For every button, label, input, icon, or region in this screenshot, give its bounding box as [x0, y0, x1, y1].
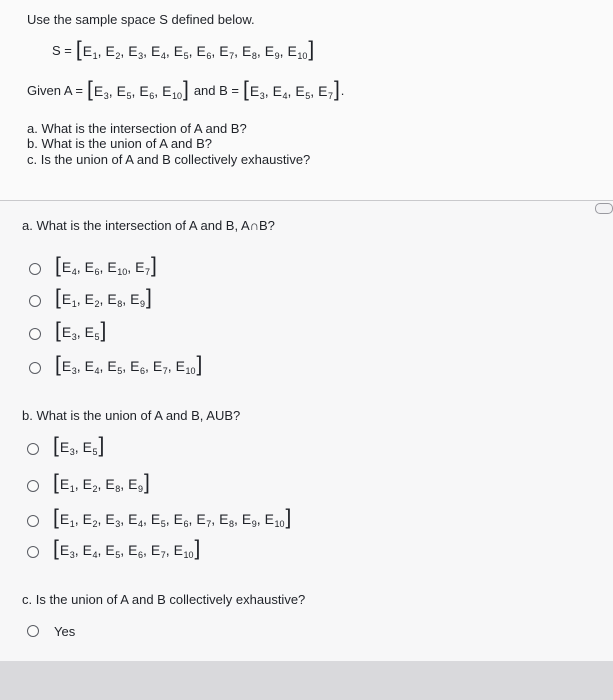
- set-element: E $_3$: [93, 82, 109, 101]
- set-element: E $_8$: [241, 42, 257, 61]
- set-a: [ E $_3$ , E $_5$ , E $_6$ , E $_{10}$ ]: [87, 78, 189, 101]
- set-element: E $_4$: [150, 42, 166, 61]
- set-open-bracket: [: [53, 537, 59, 560]
- given-suffix: .: [340, 83, 345, 98]
- part-c-question: c. Is the union of A and B collectively exhaustive?: [22, 592, 306, 607]
- part-a-question: a. What is the intersection of A and B, A∩B?: [22, 218, 275, 233]
- question-a-text: a. What is the intersection of A and B?: [27, 121, 247, 136]
- question-c-text: c. Is the union of A and B collectively exhaustive?: [27, 152, 311, 167]
- set-element: E $_5$: [173, 42, 189, 61]
- set-close-bracket: ]: [308, 38, 315, 61]
- set-element: E $_5$: [107, 357, 123, 376]
- set-element: E $_6$: [130, 357, 145, 376]
- set-open-bracket: [: [55, 254, 61, 277]
- part-a-option-2-radio[interactable]: [29, 295, 41, 307]
- part-b-option-2[interactable]: [ E $_1$ , E $_2$ , E $_8$ , E $_9$ ]: [53, 471, 150, 494]
- sample-space-label: S =: [52, 43, 72, 58]
- set-element: E $_7$: [150, 541, 166, 560]
- set-element: E $_4$: [84, 357, 100, 376]
- set-open-bracket: [: [53, 471, 59, 494]
- set-close-bracket: ]: [150, 254, 157, 277]
- and-b-label: and B =: [193, 83, 239, 98]
- set-element: E $_7$: [318, 82, 333, 101]
- part-a-option-4[interactable]: [ E $_3$ , E $_4$ , E $_5$ , E $_6$ , E $_7$ , E $_{10}$ ]: [55, 353, 203, 376]
- set-element: E $_8$: [107, 290, 123, 309]
- set-element: E $_{10}$: [175, 357, 196, 376]
- part-a-option-1-radio[interactable]: [29, 263, 41, 275]
- set-close-bracket: ]: [143, 471, 150, 494]
- set-open-bracket: [: [87, 78, 93, 101]
- part-b-option-4[interactable]: [ E $_3$ , E $_4$ , E $_5$ , E $_6$ , E $_7$ , E $_{10}$ ]: [53, 537, 201, 560]
- set-element: E $_3$: [59, 541, 75, 560]
- set-close-bracket: ]: [182, 78, 189, 101]
- sample-space-set: [ E $_1$ , E $_2$ , E $_3$ , E $_4$ , E $_5$ , E $_6$ , E $_7$ , E $_8$ , E $_9$ , E $_{10}$ ]: [75, 38, 315, 61]
- set-element: E $_7$: [152, 357, 168, 376]
- set-element: E $_6$: [139, 82, 155, 101]
- set-element: E $_7$: [135, 258, 150, 277]
- set-element: E $_5$: [105, 541, 121, 560]
- part-a-option-3[interactable]: [ E $_3$ , E $_5$ ]: [55, 319, 107, 342]
- part-c-option-yes-label[interactable]: Yes: [54, 624, 76, 639]
- set-element: E $_8$: [105, 475, 121, 494]
- set-element: E $_3$: [61, 323, 77, 342]
- part-b-option-1[interactable]: [ E $_3$ , E $_5$ ]: [53, 434, 105, 457]
- part-b-question: b. What is the union of A and B, AUB?: [22, 408, 241, 423]
- question-b-text: b. What is the union of A and B?: [27, 136, 213, 151]
- set-element: E $_2$: [105, 42, 121, 61]
- set-b: [ E $_3$ , E $_4$ , E $_5$ , E $_7$ ]: [243, 78, 340, 101]
- set-element: E $_6$: [173, 510, 189, 529]
- set-element: E $_3$: [128, 42, 144, 61]
- set-element: E $_9$: [264, 42, 280, 61]
- given-line: [27, 80, 344, 101]
- set-element: E $_5$: [295, 82, 311, 101]
- set-close-bracket: ]: [333, 78, 340, 101]
- set-element: E $_2$: [84, 290, 100, 309]
- set-element: E $_6$: [128, 541, 143, 560]
- scroll-handle[interactable]: [595, 203, 613, 214]
- set-element: E $_8$: [219, 510, 234, 529]
- set-element: E $_{10}$: [287, 42, 308, 61]
- set-element: E $_9$: [130, 290, 145, 309]
- set-element: E $_{10}$: [162, 82, 182, 101]
- set-element: E $_{10}$: [173, 541, 194, 560]
- set-open-bracket: [: [243, 78, 249, 101]
- set-close-bracket: ]: [100, 319, 107, 342]
- part-a-option-1[interactable]: [ E $_4$ , E $_6$ , E $_{10}$ , E $_7$ ]: [55, 254, 157, 277]
- part-b-option-3-radio[interactable]: [27, 515, 39, 527]
- set-open-bracket: [: [75, 38, 82, 61]
- part-b-option-3[interactable]: [ E $_1$ , E $_2$ , E $_3$ , E $_4$ , E $_5$ , E $_6$ , E $_7$ , E $_8$ , E $_9$ , E $_{10}$ ]: [53, 506, 292, 529]
- part-a-option-4-radio[interactable]: [29, 362, 41, 374]
- set-close-bracket: ]: [196, 353, 203, 376]
- set-element: E $_5$: [84, 323, 100, 342]
- set-element: E $_3$: [61, 357, 77, 376]
- set-element: E $_2$: [82, 475, 98, 494]
- part-a-option-3-radio[interactable]: [29, 328, 41, 340]
- set-element: E $_7$: [196, 510, 212, 529]
- set-close-bracket: ]: [145, 286, 152, 309]
- set-close-bracket: ]: [98, 434, 105, 457]
- set-element: E $_3$: [249, 82, 265, 101]
- set-open-bracket: [: [55, 353, 61, 376]
- set-element: E $_4$: [272, 82, 288, 101]
- set-close-bracket: ]: [194, 537, 201, 560]
- part-a-option-2[interactable]: [ E $_1$ , E $_2$ , E $_8$ , E $_9$ ]: [55, 286, 152, 309]
- set-element: E $_5$: [82, 438, 98, 457]
- set-element: E $_4$: [128, 510, 143, 529]
- set-open-bracket: [: [55, 319, 61, 342]
- part-b-option-1-radio[interactable]: [27, 443, 39, 455]
- set-close-bracket: ]: [285, 506, 292, 529]
- set-element: E $_{10}$: [264, 510, 285, 529]
- set-open-bracket: [: [53, 434, 59, 457]
- set-element: E $_4$: [82, 541, 98, 560]
- set-element: E $_3$: [59, 438, 75, 457]
- set-element: E $_6$: [84, 258, 100, 277]
- part-c-option-yes-radio[interactable]: [27, 625, 39, 637]
- part-b-option-4-radio[interactable]: [27, 546, 39, 558]
- set-element: E $_1$: [82, 42, 98, 61]
- given-prefix: Given A =: [27, 83, 84, 98]
- set-element: E $_4$: [61, 258, 77, 277]
- set-element: E $_1$: [61, 290, 77, 309]
- sample-space-line: [52, 40, 315, 61]
- set-element: E $_9$: [128, 475, 143, 494]
- bottom-strip: [0, 661, 613, 700]
- set-element: E $_1$: [59, 475, 75, 494]
- set-element: E $_3$: [105, 510, 121, 529]
- set-open-bracket: [: [55, 286, 61, 309]
- set-element: E $_7$: [219, 42, 235, 61]
- set-open-bracket: [: [53, 506, 59, 529]
- set-element: E $_9$: [241, 510, 257, 529]
- set-element: E $_{10}$: [107, 258, 128, 277]
- set-element: E $_6$: [196, 42, 212, 61]
- set-element: E $_5$: [116, 82, 132, 101]
- part-b-option-2-radio[interactable]: [27, 480, 39, 492]
- problem-intro: Use the sample space S defined below.: [27, 12, 255, 27]
- set-element: E $_1$: [59, 510, 75, 529]
- set-element: E $_5$: [150, 510, 166, 529]
- set-element: E $_2$: [82, 510, 98, 529]
